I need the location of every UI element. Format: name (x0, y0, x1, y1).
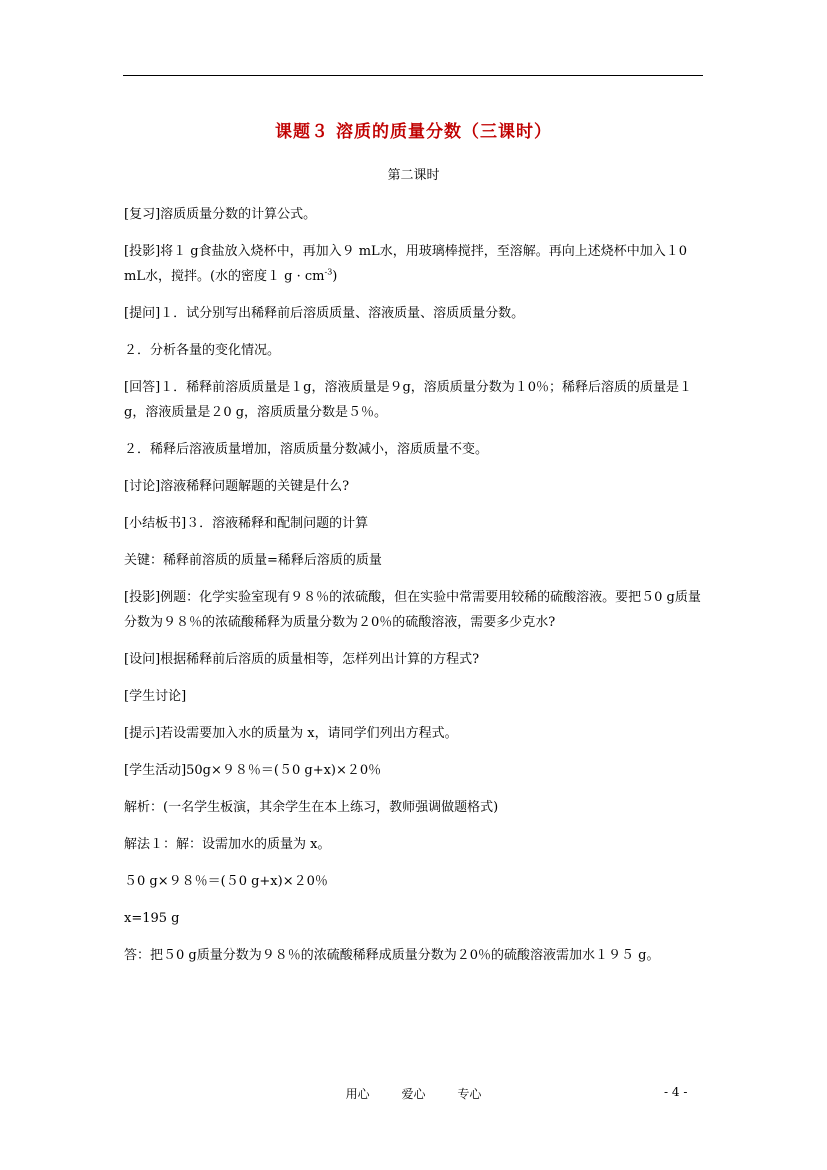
paragraph: [回答]１．稀释前溶质质量是１g，溶液质量是９g，溶质质量分数为１0％；稀释后溶质的质量是１ g，溶液质量是２0 g，溶质质量分数是５％。 (124, 380, 693, 420)
paragraph: 解析：(一名学生板演，其余学生在本上练习，教师强调做题格式) (124, 800, 499, 815)
paragraph: [投影]将１ g食盐放入烧杯中，再加入９ mL水，用玻璃棒搅拌，至溶解。再向上述烧杯中加入１0 mL水，搅拌。(水的密度１ $g \cdot cm^{-3}$) (124, 244, 687, 284)
page-subtitle: 第二课时 (387, 168, 440, 183)
paragraph: 关键：稀释前溶质的质量=稀释后溶质的质量 (124, 553, 382, 568)
paragraph: [提问]１．试分别写出稀释前后溶质质量、溶液质量、溶质质量分数。 (124, 306, 525, 321)
footer-item: 用心 (345, 1087, 370, 1101)
paragraph: [学生讨论] (124, 689, 187, 704)
page-title: 课题３ 溶质的质量分数（三课时） (275, 122, 552, 142)
paragraph: ５0 g×９８％＝(５0 g+x)×２0％ (124, 874, 328, 889)
paragraph: [提示]若设需要加入水的质量为 x，请同学们列出方程式。 (124, 726, 458, 741)
density-exponent: -3 (324, 267, 333, 277)
footer-item: 爱心 (401, 1087, 426, 1101)
document-body (124, 202, 708, 980)
paragraph: ２．稀释后溶液质量增加，溶质质量分数减小，溶质质量不变。 (124, 442, 489, 457)
paragraph: [讨论]溶液稀释问题解题的关键是什么? (124, 479, 350, 494)
paragraph: x=195 g (124, 911, 180, 926)
paragraph: ２．分析各量的变化情况。 (124, 343, 281, 358)
paragraph: [设问]根据稀释前后溶质的质量相等，怎样列出计算的方程式? (124, 652, 480, 667)
paragraph: [小结板书]３．溶液稀释和配制问题的计算 (124, 516, 369, 531)
page-footer (0, 1085, 827, 1102)
paragraph: 答：把５0 g质量分数为９８％的浓硫酸稀释成质量分数为２0％的硫酸溶液需加水１９５ g。 (124, 948, 660, 963)
header-rule (123, 75, 703, 76)
page-number: - 4 - (664, 1085, 688, 1099)
paragraph: [投影]例题：化学实验室现有９８％的浓硫酸，但在实验中常需要用较稀的硫酸溶液。要把５0 g质量分数为９８％的浓硫酸稀释为质量分数为２0％的硫酸溶液，需要多少克水? (124, 590, 701, 630)
paragraph: [学生活动]50g×９８％＝(５0 g+x)×２0％ (124, 763, 382, 778)
footer-item: 专心 (457, 1087, 482, 1101)
paragraph: 解法１：解：设需加水的质量为 x。 (124, 837, 331, 852)
paragraph: [复习]溶质质量分数的计算公式。 (124, 207, 317, 222)
